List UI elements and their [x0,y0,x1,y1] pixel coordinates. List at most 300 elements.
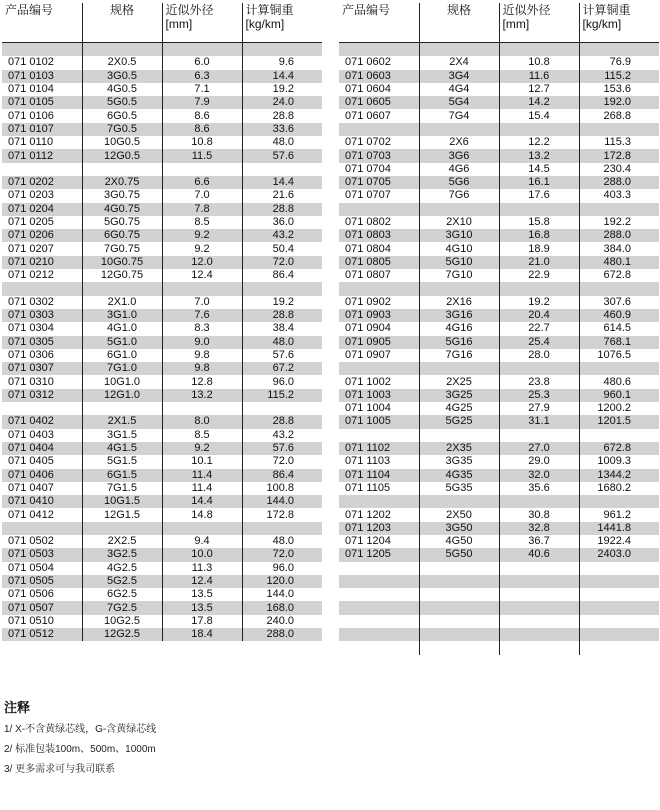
specification-cell: 5G10 [419,256,499,269]
outer-diameter-cell: 32.0 [499,469,579,482]
table-row [2,336,322,349]
copper-weight-cell: 2403.0 [579,548,659,561]
copper-weight-cell [242,522,322,535]
outer-diameter-cell [499,575,579,588]
outer-diameter-cell: 30.8 [499,508,579,521]
product-code-cell: 071 0804 [339,242,419,255]
specification-cell: 5G50 [419,548,499,561]
specification-cell: 2X35 [419,442,499,455]
table-row [339,628,659,641]
product-code-cell [339,282,419,295]
outer-diameter-cell [162,43,242,57]
product-code-cell [339,362,419,375]
specification-cell: 3G4 [419,70,499,83]
product-code-cell: 071 0702 [339,136,419,149]
outer-diameter-cell: 12.8 [162,375,242,388]
specification-cell: 7G4 [419,109,499,122]
copper-weight-cell: 1076.5 [579,349,659,362]
cable-spec-table-left [2,3,322,641]
outer-diameter-cell [499,562,579,575]
specification-cell [82,282,162,295]
outer-diameter-cell: 28.0 [499,349,579,362]
product-code-cell [2,282,82,295]
outer-diameter-cell: 7.1 [162,83,242,96]
specification-cell: 2X16 [419,296,499,309]
product-code-cell: 071 0703 [339,149,419,162]
product-code-cell: 071 0404 [2,442,82,455]
outer-diameter-cell: 17.6 [499,189,579,202]
table-row [339,375,659,388]
product-code-cell: 071 0103 [2,70,82,83]
outer-diameter-cell: 21.0 [499,256,579,269]
table-row [339,242,659,255]
header-product-code: 产品编号 [339,3,419,43]
specification-cell: 2X6 [419,136,499,149]
table-row [2,189,322,202]
copper-weight-cell: 288.0 [579,176,659,189]
copper-weight-cell: 57.6 [242,349,322,362]
table-row [339,109,659,122]
specification-cell: 3G16 [419,309,499,322]
copper-weight-cell [579,641,659,654]
outer-diameter-cell [499,282,579,295]
copper-weight-cell: 768.1 [579,336,659,349]
product-code-cell: 071 1102 [339,442,419,455]
product-code-cell [339,562,419,575]
product-code-cell: 071 0202 [2,176,82,189]
outer-diameter-cell: 25.4 [499,336,579,349]
copper-weight-cell [242,282,322,295]
product-code-cell: 071 0307 [2,362,82,375]
copper-weight-cell: 240.0 [242,615,322,628]
outer-diameter-cell [499,601,579,614]
copper-weight-cell: 19.2 [242,296,322,309]
specification-cell: 2X50 [419,508,499,521]
outer-diameter-cell: 15.4 [499,109,579,122]
table-row [339,455,659,468]
specification-cell: 7G0.5 [82,123,162,136]
specification-cell: 4G6 [419,163,499,176]
specification-cell [419,601,499,614]
table-row [2,216,322,229]
table-row [2,615,322,628]
outer-diameter-cell: 8.6 [162,123,242,136]
copper-weight-cell: 43.2 [242,229,322,242]
table-row [2,123,322,136]
outer-diameter-cell: 17.8 [162,615,242,628]
product-code-cell: 071 0206 [2,229,82,242]
table-row [339,562,659,575]
outer-diameter-cell: 20.4 [499,309,579,322]
outer-diameter-cell: 22.9 [499,269,579,282]
specification-cell: 12G1.0 [82,389,162,402]
copper-weight-cell: 86.4 [242,469,322,482]
table-row [2,296,322,309]
copper-weight-cell: 57.6 [242,442,322,455]
table-row [339,96,659,109]
table-row [339,495,659,508]
table-row [339,482,659,495]
product-code-cell: 071 0410 [2,495,82,508]
specification-cell: 7G2.5 [82,601,162,614]
table-row [339,309,659,322]
copper-weight-cell [579,43,659,57]
copper-weight-cell [242,43,322,57]
table-row [2,389,322,402]
table-row [2,43,322,57]
table-row [2,628,322,641]
product-code-cell: 071 0212 [2,269,82,282]
copper-weight-cell [579,203,659,216]
outer-diameter-cell [162,402,242,415]
product-code-cell: 071 0112 [2,149,82,162]
specification-cell: 6G1.5 [82,469,162,482]
table-row [339,336,659,349]
specification-cell: 3G0.5 [82,70,162,83]
table-row [2,522,322,535]
copper-weight-cell: 28.8 [242,415,322,428]
table-row [339,176,659,189]
specification-cell: 4G0.75 [82,203,162,216]
table-row [339,296,659,309]
table-row [2,429,322,442]
product-code-cell [2,43,82,57]
table-row [2,482,322,495]
copper-weight-cell: 96.0 [242,375,322,388]
specification-cell: 3G10 [419,229,499,242]
table-row [339,136,659,149]
outer-diameter-cell [499,641,579,654]
copper-weight-cell: 1201.5 [579,415,659,428]
table-row [339,43,659,57]
outer-diameter-cell [499,495,579,508]
outer-diameter-cell: 11.4 [162,482,242,495]
table-row [2,309,322,322]
specification-cell: 2X1.0 [82,296,162,309]
table-row [2,415,322,428]
specification-cell: 3G1.5 [82,429,162,442]
product-code-cell: 071 0302 [2,296,82,309]
copper-weight-cell: 172.8 [579,149,659,162]
outer-diameter-cell [499,588,579,601]
table-row [2,362,322,375]
table-row [2,455,322,468]
outer-diameter-cell: 14.4 [162,495,242,508]
copper-weight-cell: 28.8 [242,109,322,122]
specification-cell: 6G2.5 [82,588,162,601]
specification-cell [419,575,499,588]
table-row [339,575,659,588]
specification-cell: 6G0.5 [82,109,162,122]
copper-weight-cell: 9.6 [242,56,322,69]
outer-diameter-cell: 14.5 [499,163,579,176]
table-row [2,203,322,216]
table-row [2,136,322,149]
product-code-cell: 071 0305 [2,336,82,349]
header-copper-weight: 计算铜重 [kg/km] [579,3,659,43]
specification-cell: 10G0.5 [82,136,162,149]
copper-weight-cell: 21.6 [242,189,322,202]
product-code-cell [339,601,419,614]
outer-diameter-cell: 12.7 [499,83,579,96]
outer-diameter-cell: 6.0 [162,56,242,69]
copper-weight-cell [579,362,659,375]
product-code-cell: 071 0306 [2,349,82,362]
table-row [339,601,659,614]
outer-diameter-cell: 11.5 [162,149,242,162]
copper-weight-cell: 43.2 [242,429,322,442]
product-code-cell: 071 1205 [339,548,419,561]
table-row [339,469,659,482]
specification-cell: 5G4 [419,96,499,109]
copper-weight-cell [579,601,659,614]
product-code-cell [339,628,419,641]
product-code-cell: 071 0604 [339,83,419,96]
product-code-cell: 071 0304 [2,322,82,335]
copper-weight-cell: 72.0 [242,548,322,561]
specification-cell: 7G10 [419,269,499,282]
outer-diameter-cell [162,522,242,535]
product-code-cell: 071 0204 [2,203,82,216]
outer-diameter-cell [499,429,579,442]
table-row [2,56,322,69]
specification-cell: 4G2.5 [82,562,162,575]
copper-weight-cell: 144.0 [242,495,322,508]
copper-weight-cell: 14.4 [242,176,322,189]
specification-cell: 2X10 [419,216,499,229]
copper-weight-cell: 14.4 [242,70,322,83]
table-row [2,469,322,482]
copper-weight-cell [579,615,659,628]
specification-cell: 2X4 [419,56,499,69]
outer-diameter-cell: 8.0 [162,415,242,428]
specification-cell: 3G50 [419,522,499,535]
specification-cell: 5G35 [419,482,499,495]
outer-diameter-cell: 15.8 [499,216,579,229]
table-row [2,601,322,614]
specification-cell: 10G1.0 [82,375,162,388]
outer-diameter-cell [499,203,579,216]
copper-weight-cell: 460.9 [579,309,659,322]
specification-cell: 3G0.75 [82,189,162,202]
table-row [2,70,322,83]
table-row [339,123,659,136]
product-code-cell: 071 0205 [2,216,82,229]
outer-diameter-cell [499,362,579,375]
product-code-cell: 071 0506 [2,588,82,601]
product-code-cell: 071 1105 [339,482,419,495]
specification-cell: 5G6 [419,176,499,189]
outer-diameter-cell: 40.6 [499,548,579,561]
note-item: 3/ 更多需求可与我司联系 [4,764,116,775]
outer-diameter-cell: 8.5 [162,216,242,229]
outer-diameter-cell: 10.0 [162,548,242,561]
cable-spec-table-right [339,3,659,655]
copper-weight-cell: 120.0 [242,575,322,588]
product-code-cell: 071 0312 [2,389,82,402]
copper-weight-cell: 288.0 [242,628,322,641]
copper-weight-cell: 144.0 [242,588,322,601]
specification-cell: 4G1.0 [82,322,162,335]
outer-diameter-cell: 7.0 [162,296,242,309]
table-row [2,375,322,388]
outer-diameter-cell [499,123,579,136]
specification-cell: 2X25 [419,375,499,388]
product-code-cell: 071 1104 [339,469,419,482]
product-code-cell: 071 0803 [339,229,419,242]
table-row [2,109,322,122]
outer-diameter-cell: 10.8 [162,136,242,149]
copper-weight-cell: 1009.3 [579,455,659,468]
copper-weight-cell: 384.0 [579,242,659,255]
copper-weight-cell: 50.4 [242,242,322,255]
product-code-cell: 071 1004 [339,402,419,415]
specification-cell [419,43,499,57]
specification-cell: 2X0.5 [82,56,162,69]
product-code-cell: 071 1203 [339,522,419,535]
table-row [339,163,659,176]
outer-diameter-cell: 9.2 [162,442,242,455]
copper-weight-cell: 960.1 [579,389,659,402]
specification-cell [419,562,499,575]
outer-diameter-cell: 13.5 [162,588,242,601]
table-row [339,588,659,601]
copper-weight-cell: 48.0 [242,535,322,548]
table-row [339,429,659,442]
copper-weight-cell: 86.4 [242,269,322,282]
outer-diameter-cell: 27.9 [499,402,579,415]
outer-diameter-cell: 9.8 [162,362,242,375]
header-specification: 规格 [419,3,499,43]
copper-weight-cell: 1922.4 [579,535,659,548]
copper-weight-cell [579,588,659,601]
product-code-cell: 071 0310 [2,375,82,388]
specification-cell: 10G2.5 [82,615,162,628]
copper-weight-cell: 153.6 [579,83,659,96]
product-code-cell: 071 0107 [2,123,82,136]
copper-weight-cell: 48.0 [242,136,322,149]
specification-cell: 2X2.5 [82,535,162,548]
outer-diameter-cell: 13.5 [162,601,242,614]
product-code-cell: 071 0602 [339,56,419,69]
outer-diameter-cell: 10.8 [499,56,579,69]
table-row [339,615,659,628]
specification-cell [419,282,499,295]
product-code-cell: 071 1103 [339,455,419,468]
copper-weight-cell: 76.9 [579,56,659,69]
copper-weight-cell [579,562,659,575]
product-code-cell [339,123,419,136]
copper-weight-cell: 480.1 [579,256,659,269]
outer-diameter-cell: 16.1 [499,176,579,189]
specification-cell [82,522,162,535]
table-row [339,256,659,269]
specification-cell [419,495,499,508]
table-row [2,508,322,521]
specification-cell [419,628,499,641]
outer-diameter-cell: 19.2 [499,296,579,309]
table-row [2,575,322,588]
copper-weight-cell: 67.2 [242,362,322,375]
outer-diameter-cell: 7.6 [162,309,242,322]
outer-diameter-cell [499,628,579,641]
specification-cell: 4G0.5 [82,83,162,96]
table-row [339,535,659,548]
copper-weight-cell: 1680.2 [579,482,659,495]
specification-cell: 4G10 [419,242,499,255]
copper-weight-cell: 961.2 [579,508,659,521]
outer-diameter-cell: 27.0 [499,442,579,455]
copper-weight-cell: 1200.2 [579,402,659,415]
notes-section [4,697,156,780]
product-code-cell: 071 0607 [339,109,419,122]
table-row [339,548,659,561]
product-code-cell [339,203,419,216]
outer-diameter-cell: 8.6 [162,109,242,122]
product-code-cell: 071 1202 [339,508,419,521]
specification-cell [82,402,162,415]
product-code-cell [2,163,82,176]
product-code-cell: 071 0207 [2,242,82,255]
copper-weight-cell: 38.4 [242,322,322,335]
table-row [2,535,322,548]
table-row [2,322,322,335]
copper-weight-cell [242,402,322,415]
table-row [2,229,322,242]
product-code-cell [339,43,419,57]
outer-diameter-cell: 9.2 [162,229,242,242]
table-row [2,96,322,109]
copper-weight-cell [579,575,659,588]
outer-diameter-cell: 11.3 [162,562,242,575]
copper-weight-cell: 24.0 [242,96,322,109]
table-row [339,415,659,428]
outer-diameter-cell: 35.6 [499,482,579,495]
product-code-cell: 071 0502 [2,535,82,548]
specification-cell: 12G0.5 [82,149,162,162]
copper-weight-cell: 36.0 [242,216,322,229]
product-code-cell: 071 0603 [339,70,419,83]
copper-weight-cell: 33.6 [242,123,322,136]
outer-diameter-cell: 22.7 [499,322,579,335]
outer-diameter-cell: 7.8 [162,203,242,216]
outer-diameter-cell: 12.0 [162,256,242,269]
product-code-cell: 071 0905 [339,336,419,349]
copper-weight-cell: 230.4 [579,163,659,176]
specification-cell: 3G1.0 [82,309,162,322]
specification-cell [419,203,499,216]
product-code-cell: 071 0503 [2,548,82,561]
table-row [2,163,322,176]
table-row [339,389,659,402]
table-row [2,149,322,162]
table-row [2,562,322,575]
product-code-cell: 071 1005 [339,415,419,428]
table-row [2,176,322,189]
copper-weight-cell [579,123,659,136]
copper-weight-cell: 672.8 [579,269,659,282]
outer-diameter-cell: 9.0 [162,336,242,349]
copper-weight-cell: 480.6 [579,375,659,388]
outer-diameter-cell: 8.5 [162,429,242,442]
outer-diameter-cell: 25.3 [499,389,579,402]
copper-weight-cell: 307.6 [579,296,659,309]
specification-cell: 7G6 [419,189,499,202]
specification-cell: 5G16 [419,336,499,349]
table-row [2,588,322,601]
specification-cell: 4G25 [419,402,499,415]
outer-diameter-cell: 9.8 [162,349,242,362]
